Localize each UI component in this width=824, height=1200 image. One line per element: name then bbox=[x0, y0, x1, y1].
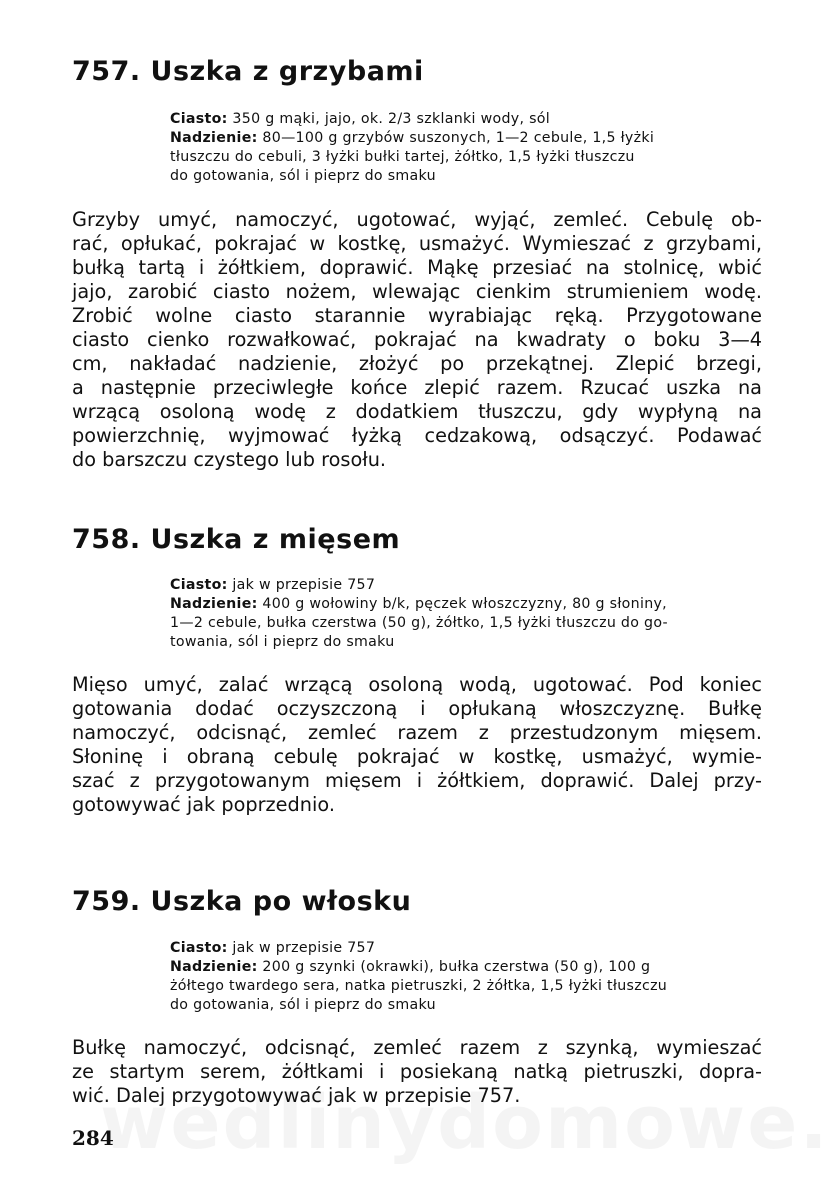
ingredient-line bbox=[170, 167, 762, 186]
ingredient-line bbox=[170, 595, 762, 614]
recipe-759 bbox=[72, 888, 762, 1108]
instruction-line: gotowania dodać oczyszczoną i opłukaną włoszczyznę. Bułkę bbox=[72, 697, 762, 720]
ingredient-label: Nadzienie: bbox=[170, 959, 258, 975]
recipe-instructions bbox=[72, 673, 762, 817]
instruction-line: Mięso umyć, zalać wrzącą osoloną wodą, ugotować. Pod koniec bbox=[72, 673, 762, 696]
ingredients-block bbox=[170, 110, 762, 186]
ingredients-block bbox=[170, 576, 762, 652]
instruction-line: szać z przygotowanym mięsem i żółtkiem, doprawić. Dalej przy- bbox=[72, 769, 762, 792]
instruction-line: jajo, zarobić ciasto nożem, wlewając cienkim strumieniem wodę. bbox=[72, 280, 762, 303]
ingredient-label: Ciasto: bbox=[170, 111, 228, 127]
ingredient-label: Nadzienie: bbox=[170, 596, 258, 612]
ingredient-text: 400 g wołowiny b/k, pęczek włoszczyzny, 80 g słoniny, bbox=[257, 596, 667, 612]
ingredient-line bbox=[170, 614, 762, 633]
recipe-instructions bbox=[72, 208, 762, 472]
ingredient-text: tłuszczu do cebuli, 3 łyżki bułki tartej, żółtko, 1,5 łyżki tłuszczu bbox=[170, 149, 635, 165]
instruction-line: wić. Dalej przygotowywać jak w przepisie 757. bbox=[72, 1084, 521, 1107]
instruction-line: wrzącą osoloną wodę z dodatkiem tłuszczu, gdy wypłyną na bbox=[72, 400, 762, 423]
ingredient-line bbox=[170, 148, 762, 167]
recipe-instructions bbox=[72, 1036, 762, 1108]
ingredient-line bbox=[170, 129, 762, 148]
ingredient-line bbox=[170, 958, 762, 977]
ingredient-line bbox=[170, 576, 762, 595]
instruction-line: do barszczu czystego lub rosołu. bbox=[72, 448, 387, 471]
instruction-line: cm, nakładać nadzienie, złożyć po przekątnej. Zlepić brzegi, bbox=[72, 352, 762, 375]
instruction-line: Słoninę i obraną cebulę pokrajać w kostkę, usmażyć, wymie- bbox=[72, 745, 762, 768]
ingredient-label: Ciasto: bbox=[170, 577, 228, 593]
ingredients-block bbox=[170, 939, 762, 1015]
ingredient-label: Nadzienie: bbox=[170, 130, 258, 146]
ingredient-text: do gotowania, sól i pieprz do smaku bbox=[170, 997, 436, 1013]
ingredient-line bbox=[170, 110, 762, 129]
ingredient-text: towania, sól i pieprz do smaku bbox=[170, 634, 395, 650]
recipe-757 bbox=[72, 58, 762, 472]
ingredient-text: do gotowania, sól i pieprz do smaku bbox=[170, 168, 436, 184]
instruction-line: gotowywać jak poprzednio. bbox=[72, 793, 335, 816]
instruction-line: namoczyć, odcisnąć, zemleć razem z przestudzonym mięsem. bbox=[72, 721, 762, 744]
recipe-title: 758. Uszka z mięsem bbox=[72, 524, 401, 555]
instruction-line: bułką tartą i żółtkiem, doprawić. Mąkę przesiać na stolnicę, wbić bbox=[72, 256, 762, 279]
ingredient-label: Ciasto: bbox=[170, 940, 228, 956]
ingredient-text: żółtego twardego sera, natka pietruszki, 2 żółtka, 1,5 łyżki tłuszczu bbox=[170, 978, 668, 994]
ingredient-text: 1—2 cebule, bułka czerstwa (50 g), żółtko, 1,5 łyżki tłuszczu do go- bbox=[170, 615, 668, 631]
instruction-line: Grzyby umyć, namoczyć, ugotować, wyjąć, zemleć. Cebulę ob- bbox=[72, 208, 762, 231]
ingredient-text: 350 g mąki, jajo, ok. 2/3 szklanki wody, sól bbox=[227, 111, 551, 127]
instruction-line: powierzchnię, wyjmować łyżką cedzakową, odsączyć. Podawać bbox=[72, 424, 762, 447]
instruction-line: ciasto cienko rozwałkować, pokrajać na kwadraty o boku 3—4 bbox=[72, 328, 762, 351]
ingredient-text: jak w przepisie 757 bbox=[227, 940, 376, 956]
ingredient-line bbox=[170, 996, 762, 1015]
instruction-line: a następnie przeciwległe końce zlepić razem. Rzucać uszka na bbox=[72, 376, 762, 399]
page-number: 284 bbox=[72, 1126, 114, 1150]
recipe-title: 759. Uszka po włosku bbox=[72, 886, 412, 917]
instruction-line: ze startym serem, żółtkami i posiekaną natką pietruszki, dopra- bbox=[72, 1060, 762, 1083]
instruction-line: Zrobić wolne ciasto starannie wyrabiając ręką. Przygotowane bbox=[72, 304, 762, 327]
ingredient-line bbox=[170, 633, 762, 652]
instruction-line: rać, opłukać, pokrajać w kostkę, usmażyć. Wymieszać z grzybami, bbox=[72, 232, 762, 255]
ingredient-text: 200 g szynki (okrawki), bułka czerstwa (50 g), 100 g bbox=[257, 959, 651, 975]
ingredient-text: 80—100 g grzybów suszonych, 1—2 cebule, 1,5 łyżki bbox=[257, 130, 655, 146]
ingredient-line bbox=[170, 939, 762, 958]
recipe-758 bbox=[72, 526, 762, 817]
recipe-title: 757. Uszka z grzybami bbox=[72, 56, 424, 87]
instruction-line: Bułkę namoczyć, odcisnąć, zemleć razem z szynką, wymieszać bbox=[72, 1036, 762, 1059]
ingredient-text: jak w przepisie 757 bbox=[227, 577, 376, 593]
ingredient-line bbox=[170, 977, 762, 996]
